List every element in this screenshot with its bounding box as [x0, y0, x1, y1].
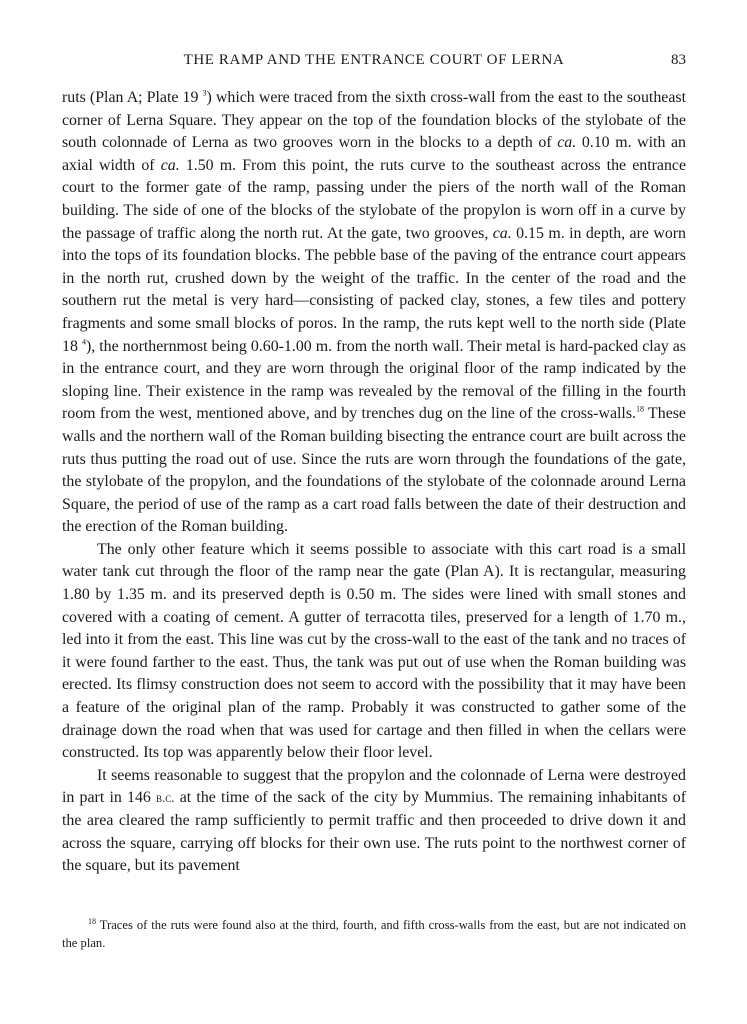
paragraph-1	[62, 87, 686, 539]
reference-marker: 18	[635, 405, 644, 415]
body-text	[62, 87, 686, 878]
paragraph-3	[62, 765, 686, 878]
running-title: THE RAMP AND THE ENTRANCE COURT OF LERNA	[183, 52, 565, 68]
reference-marker: 4	[81, 337, 86, 347]
italic-text: ca.	[160, 156, 180, 174]
paragraph-2	[62, 539, 686, 765]
footnote-text: Traces of the ruts were found also at the third, fourth, and fifth cross-walls from the east, but are not indicated on the plan.	[62, 918, 686, 950]
text-run: ruts (Plan A; Plate 19	[62, 89, 203, 106]
italic-text: ca.	[557, 134, 577, 152]
text-run: ), the northernmost being 0.60-1.00 m. from the north wall. Their metal is hard-packed clay as in the entrance court, and they are worn through the original floor of the ramp indicated by the sloping line. Their existence in the ramp was revealed by the removal of the filling in the fourth room from the west, mentioned above, and by trenches dug on the line of the cross-walls.	[62, 337, 686, 423]
text-run: These walls and the northern wall of the Roman building bisecting the entrance court are built across the ruts thus putting the road out of use. Since the ruts are worn through the foundations of the gate, the stylobate of the propylon, and the foundations of the stylobate of the colonnade around Lerna Square, the period of use of the ramp as a cart road falls between the date of their destruction and the erection of the Roman building.	[62, 405, 686, 536]
text-run: ) which were traced from the sixth cross-wall from the east to the southeast corner of Lerna Square. They appear on the top of the foundation blocks of the stylobate of the south colonnade of Lerna as two grooves worn in the blocks to a depth of	[62, 89, 686, 152]
text-run: It seems reasonable to suggest that the propylon and the colonnade of Lerna were destroyed in part in 146	[62, 766, 686, 807]
small-caps-text: b.c.	[156, 790, 175, 806]
footnote-marker: 18	[88, 916, 96, 926]
text-run: at the time of the sack of the city by Mummius. The remaining inhabitants of the area cleared the ramp sufficiently to permit traffic and then proceeded to drive down it and across the square, carrying off blocks for their own use. The ruts point to the northwest corner of the square, but its pavement	[62, 789, 686, 875]
italic-text: ca.	[492, 224, 512, 242]
text-run: 0.15 m. in depth, are worn into the tops of its foundation blocks. The pebble base of the paving of the entrance court appears in the north rut, crushed down by the weight of the traffic. In the center of the road and the southern rut the metal is very hard—consisting of packed clay, stones, a few tiles and pottery fragments and some small blocks of poros. In the ramp, the ruts kept well to the north side (Plate 18	[62, 224, 687, 355]
text-run: 1.50 m. From this point, the ruts curve to the southeast across the entrance court to the former gate of the ramp, passing under the piers of the north wall of the Roman building. The side of one of the blocks of the stylobate of the propylon is worn off in a curve by the passage of traffic along the north rut. At the gate, two grooves,	[62, 156, 686, 242]
page-number: 83	[671, 52, 686, 68]
footnote-18	[62, 916, 686, 952]
running-header	[62, 52, 686, 74]
text-run: 0.10 m. with an axial width of	[62, 134, 686, 174]
text-run: The only other feature which it seems possible to associate with this cart road is a small water tank cut through the floor of the ramp near the gate (Plan A). It is rectangular, measuring 1.80 by 1.35 m. and its preserved depth is 0.50 m. The sides were lined with small stones and covered with a coating of cement. A gutter of terracotta tiles, preserved for a length of 1.70 m., led into it from the east. This line was cut by the cross-wall to the east of the tank and no traces of it were found farther to the east. Thus, the tank was put out of use when the Roman building was erected. Its flimsy construction does not seem to accord with the possibility that it may have been a feature of the original plan of the ramp. Probably it was constructed to gather some of the drainage down the road when that was used for cartage and then filled in when the cellars were constructed. Its top was apparently below their floor level.	[62, 540, 686, 762]
reference-marker: 3	[202, 88, 207, 98]
